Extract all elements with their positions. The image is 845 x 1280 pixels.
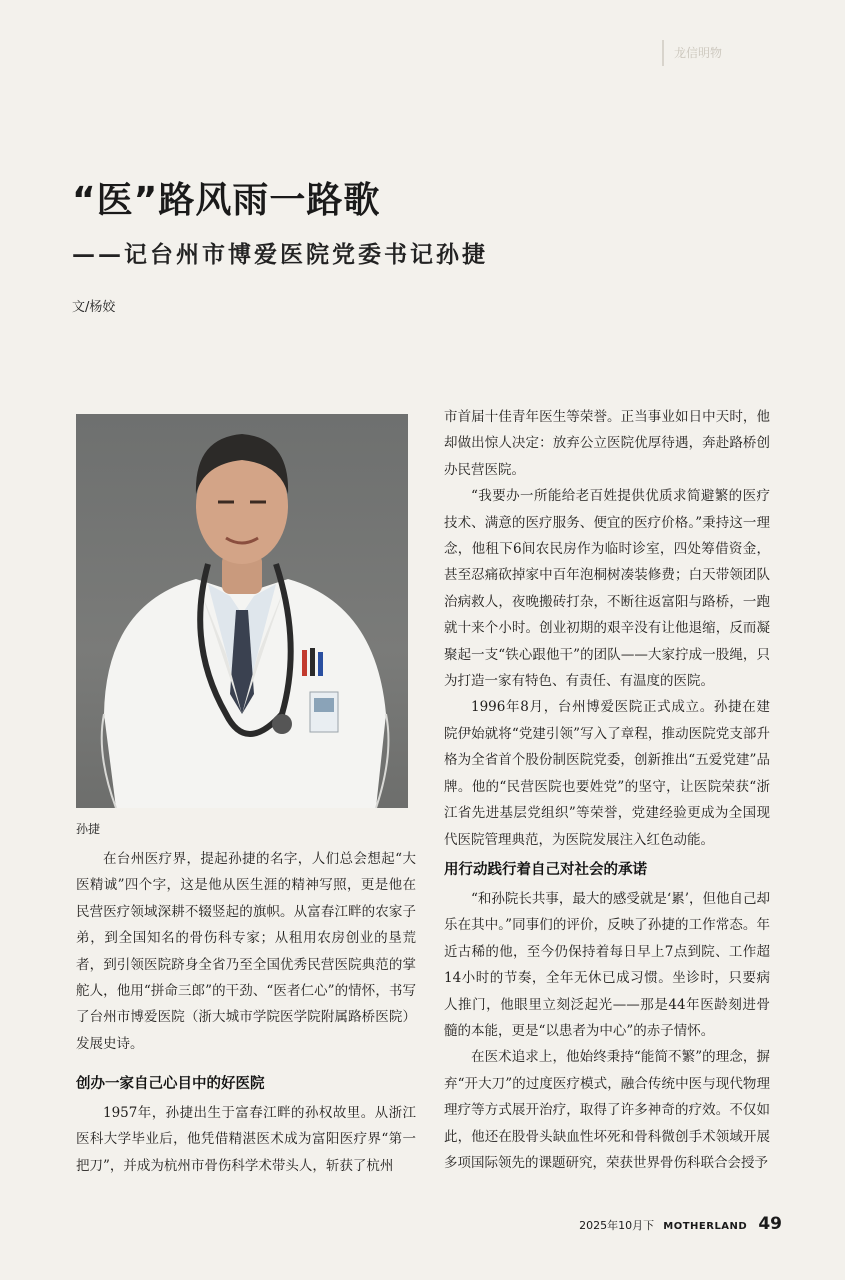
issue-date: 2025年10月下	[579, 1219, 655, 1232]
portrait-illustration	[76, 414, 408, 808]
section2-paragraph-2: 在医术追求上，他始终秉持“能简不繁”的理念，摒弃“开大刀”的过度医疗模式，融合传统中医与现代物理理疗等方式展开治疗，取得了许多神奇的疗效。不仅如此，他还在股骨头缺血性坏死和骨科微创手术领域开展多项国际领先的课题研究，荣获世界骨伤科联合会授予	[444, 1049, 770, 1172]
right-column-bottom	[444, 886, 770, 1176]
right-column-top	[444, 404, 770, 853]
byline: 文/杨姣	[72, 300, 116, 315]
section-tab: 龙信明物	[662, 40, 794, 66]
left-column-intro	[76, 846, 416, 1057]
right-paragraph-continued: 市首届十佳青年医生等荣誉。正当事业如日中天时，他却做出惊人决定：放弃公立医院优厚待遇，奔赴路桥创办民营医院。	[444, 409, 770, 478]
section1-paragraph-1: 1957年，孙捷出生于富春江畔的孙权故里。从浙江医科大学毕业后，他凭借精湛医术成为富阳医疗界“第一把刀”，并成为杭州市骨伤科学术带头人，斩获了杭州	[76, 1105, 416, 1174]
article-subtitle: ——记台州市博爱医院党委书记孙捷	[72, 241, 488, 268]
section2-paragraph-1: “和孙院长共事，最大的感受就是‘累’，但他自己却乐在其中。”同事们的评价，反映了孙捷的工作常态。年近古稀的他，至今仍保持着每日早上7点到院、工作超14小时的节奏，全年无休已成习惯。坐诊时，只要病人推门，他眼里立刻泛起光——那是44年医龄刻进骨髓的本能，更是“以患者为中心”的赤子情怀。	[444, 891, 770, 1040]
article-title: “医”路风雨一路歌	[72, 180, 381, 221]
section-heading-2: 用行动践行着自己对社会的承诺	[444, 862, 647, 878]
portrait-photo	[76, 414, 408, 808]
right-paragraph-2: “我要办一所能给老百姓提供优质求简避繁的医疗技术、满意的医疗服务、便宜的医疗价格。”秉持这一理念，他租下6间农民房作为临时诊室，四处筹借资金，甚至忍痛砍掉家中百年泡桐树凑装修费；白天带领团队治病救人，夜晚搬砖打杂，不断往返富阳与路桥，一跑就十来个小时。创业初期的艰辛没有让他退缩，反而凝聚起一支“铁心跟他干”的团队——大家拧成一股绳，只为打造一家有特色、有责任、有温度的医院。	[444, 488, 770, 690]
section-heading-1: 创办一家自己心目中的好医院	[76, 1076, 265, 1092]
intro-paragraph: 在台州医疗界，提起孙捷的名字，人们总会想起“大医精诚”四个字，这是他从医生涯的精神写照，更是他在民营医疗领域深耕不辍竖起的旗帜。从富春江畔的农家子弟，到全国知名的骨伤科专家；从租用农房创业的垦荒者，到引领医院跻身全省乃至全国优秀民营医院典范的掌舵人，他用“拼命三郎”的干劲、“医者仁心”的情怀，书写了台州市博爱医院（浙大城市学院医学院附属路桥医院）发展史诗。	[76, 851, 416, 1052]
page-number: 49	[758, 1214, 782, 1234]
page-footer	[579, 1214, 782, 1234]
left-column-bottom	[76, 1100, 416, 1179]
magazine-name: MOTHERLAND	[663, 1221, 748, 1232]
right-paragraph-3: 1996年8月，台州博爱医院正式成立。孙捷在建院伊始就将“党建引领”写入了章程，推动医院党支部升格为全省首个股份制医院党委，创新推出“五爱党建”品牌。他的“民营医院也要姓党”的坚守，让医院荣获“浙江省先进基层党组织”等荣誉，党建经验更成为全国现代医院管理典范，为医院发展注入红色动能。	[444, 699, 770, 848]
photo-caption: 孙捷	[76, 822, 101, 836]
